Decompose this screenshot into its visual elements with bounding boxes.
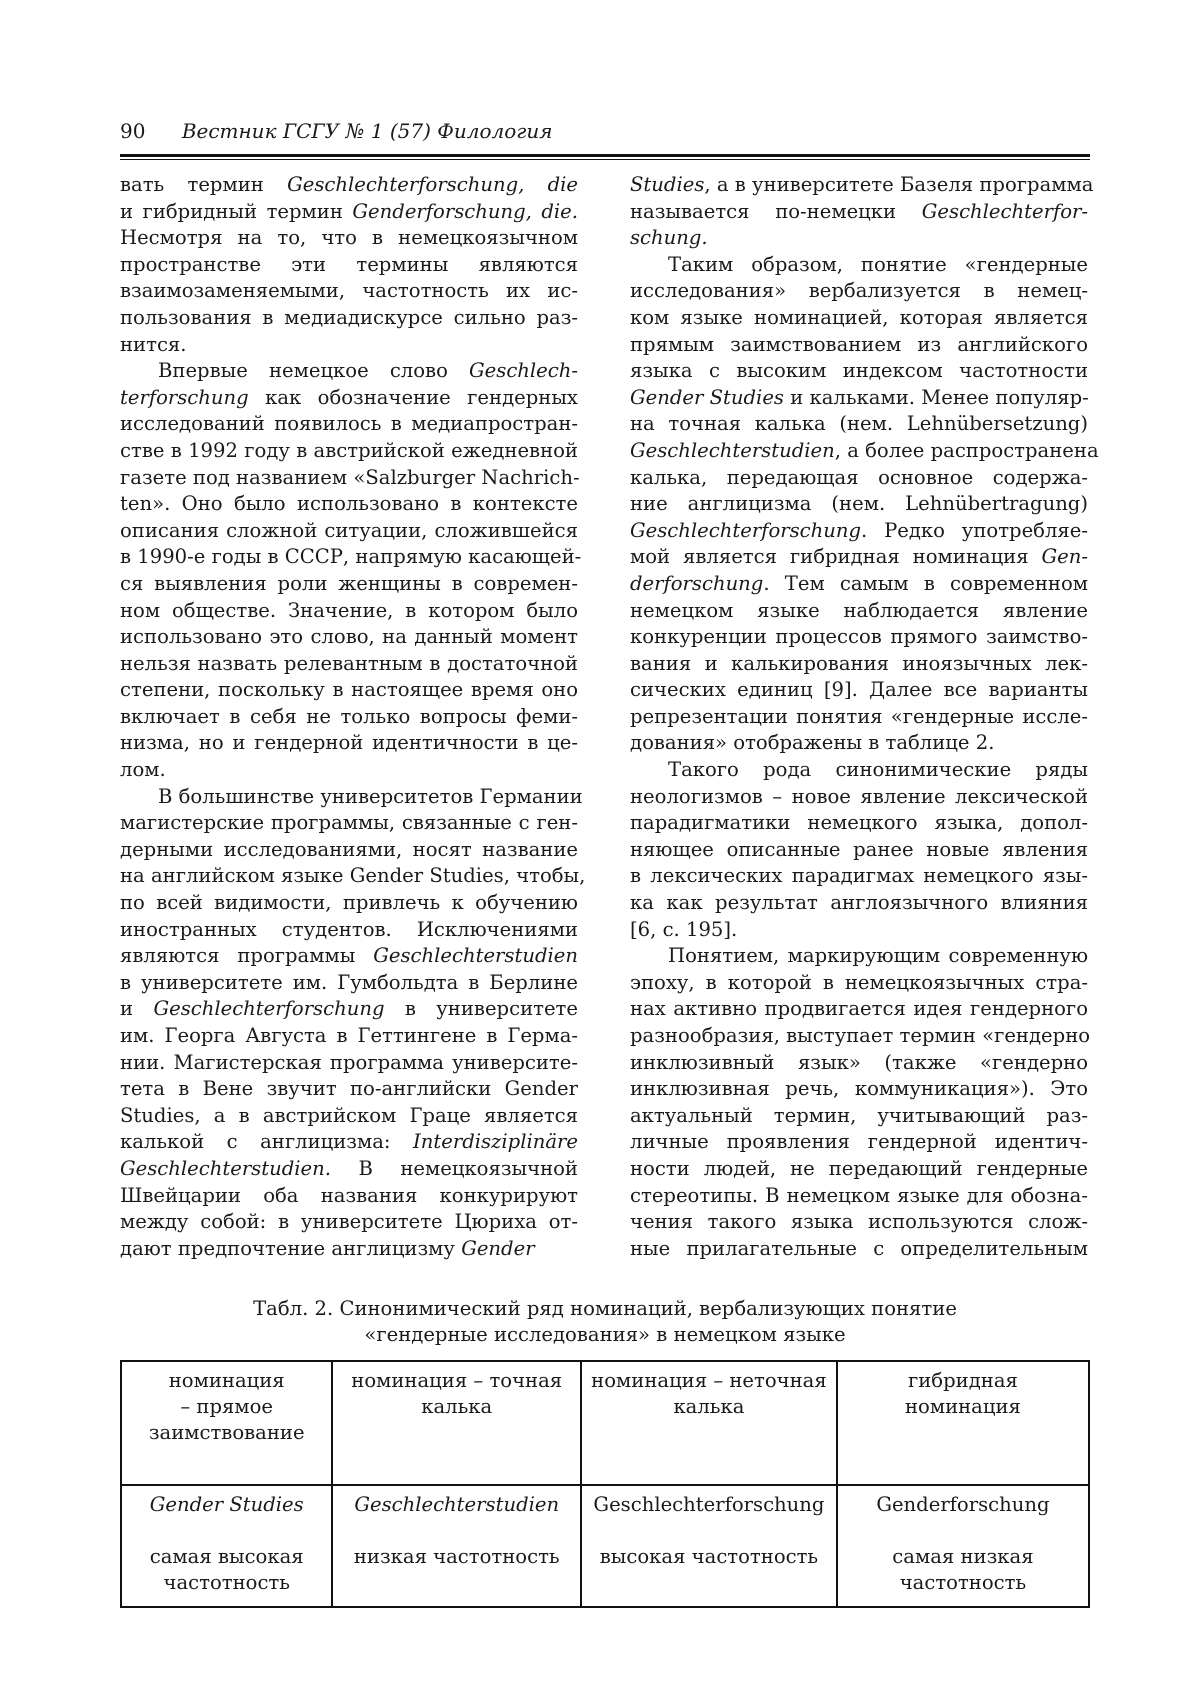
italic-term: Geschlech- [469, 359, 578, 383]
term-text: Geschlechterforschung [593, 1493, 825, 1516]
text-run: . Редко употребляе- [861, 518, 1088, 542]
term-text: Gender Studies [149, 1493, 304, 1516]
text-line [120, 651, 578, 678]
text-line [120, 970, 578, 997]
text-line [630, 544, 1088, 571]
text-run: лом. [120, 758, 166, 782]
text-line [630, 863, 1088, 890]
frequency-text: высокая частотность [599, 1545, 819, 1568]
text-line [630, 917, 1088, 944]
text-line [120, 837, 578, 864]
text-line [120, 1103, 578, 1130]
text-line [120, 332, 578, 359]
text-line [630, 1103, 1088, 1130]
text-run: магистерские программы, связанные с ген- [120, 811, 578, 835]
text-line [630, 278, 1088, 305]
text-line [630, 1050, 1088, 1077]
header-text: гибридная номинация [904, 1369, 1021, 1418]
text-line [120, 1076, 578, 1103]
text-run: и кальками. Менее популяр- [783, 385, 1089, 409]
text-line [120, 465, 578, 492]
text-line [120, 730, 578, 757]
text-line [120, 1183, 578, 1210]
text-line [120, 677, 578, 704]
text-line [630, 252, 1088, 279]
text-run: взаимозаменяемыми, частотность их ис- [120, 279, 578, 303]
text-run: , а в университете Базеля программа [704, 173, 1094, 196]
text-line [630, 225, 1088, 252]
italic-term: Genderforschung, die. [352, 199, 578, 223]
text-line [630, 837, 1088, 864]
text-run: и гибридный термин [120, 199, 353, 223]
text-line [120, 199, 578, 226]
text-line [630, 996, 1088, 1023]
text-run: ся выявления роли женщины в современ- [120, 571, 578, 595]
text-run: низма, но и гендерной идентичности в це- [120, 731, 578, 755]
header-cell [332, 1361, 581, 1485]
text-run: им. Георга Августа в Геттингене в Герма- [120, 1024, 578, 1047]
text-run: на точная калька (нем. Lehnübersetzung) [630, 412, 1088, 436]
text-line [630, 465, 1088, 492]
text-run: нах активно продвигается идея гендерного [630, 997, 1088, 1021]
header-cell [837, 1361, 1089, 1485]
table-header-row [121, 1361, 1089, 1485]
text-run: нии. Магистерская программа университе- [120, 1050, 578, 1074]
text-line [630, 385, 1088, 412]
text-line [120, 411, 578, 438]
text-line [120, 810, 578, 837]
italic-term: Geschlechterstudien [373, 944, 578, 968]
text-run: в университете [384, 997, 578, 1021]
italic-term: Geschlechterstudien [630, 438, 835, 462]
text-run: Впервые немецкое слово [158, 359, 470, 383]
text-run: тета в Вене звучит по-английски Gender [120, 1077, 578, 1101]
text-line [630, 624, 1088, 651]
nominations-table [120, 1360, 1090, 1608]
header-text: номинация – точная калька [351, 1369, 563, 1418]
header-rule-thin [120, 159, 1090, 160]
text-line [120, 784, 583, 811]
text-line [630, 757, 1088, 784]
text-run: использовано это слово, на данный момент [120, 625, 578, 649]
text-run: иностранных студентов. Исключениями [120, 917, 578, 941]
text-line [630, 598, 1088, 625]
text-line [630, 358, 1088, 385]
running-header [120, 119, 1090, 143]
italic-term: schung. [630, 226, 708, 250]
text-line [120, 1023, 578, 1050]
text-line [630, 943, 1088, 970]
text-line [120, 996, 578, 1023]
text-run: по всей видимости, привлечь к обучению [120, 891, 578, 915]
text-run: ten». Оно было использовано в контексте [120, 492, 578, 516]
text-run: ные прилагательные с определительным [630, 1236, 1088, 1260]
text-line [630, 305, 1088, 332]
text-line [120, 917, 578, 944]
italic-term: Gen- [1041, 545, 1088, 569]
text-line [630, 1076, 1088, 1103]
text-line [630, 704, 1088, 731]
text-run: дования» отображены в таблице 2. [630, 731, 995, 755]
text-line [120, 1209, 578, 1236]
text-line [630, 730, 1088, 757]
journal-title: Вестник ГСГУ № 1 (57) Филология [181, 119, 553, 143]
text-run: эпоху, в которой в немецкоязычных стра- [630, 970, 1088, 994]
text-line [630, 1129, 1088, 1156]
text-line [120, 252, 578, 279]
italic-term: Geschlechterforschung [630, 518, 862, 542]
text-run: Studies, а в австрийском Граце является [120, 1103, 578, 1127]
italic-term: Gender [461, 1236, 535, 1260]
italic-term: Geschlechterforschung, die [287, 173, 578, 196]
text-line [120, 278, 578, 305]
text-line [630, 1183, 1088, 1210]
italic-term: Studies [630, 173, 705, 196]
text-run: ка как результат англоязычного влияния [630, 891, 1088, 915]
text-run: Такого рода синонимические ряды [668, 758, 1088, 782]
left-column [120, 172, 586, 1262]
text-line [630, 332, 1088, 359]
text-run: и [120, 997, 154, 1021]
text-line [630, 1156, 1088, 1183]
text-run: калькой с англицизма: [120, 1130, 413, 1154]
text-run: ном обществе. Значение, в котором было [120, 598, 578, 622]
text-run: неологизмов – новое явление лексической [630, 784, 1088, 808]
text-run: [6, с. 195]. [630, 917, 738, 941]
text-line [120, 571, 578, 598]
text-line [120, 358, 578, 385]
italic-term: Gender Studies [630, 385, 784, 409]
text-line [120, 385, 578, 412]
text-run: немецком языке наблюдается явление [630, 598, 1088, 622]
text-run: включает в себя не только вопросы феми- [120, 704, 578, 728]
table-caption-line: «гендерные исследования» в немецком языке [364, 1323, 846, 1346]
frequency-text: самая низкая частотность [892, 1545, 1034, 1594]
right-column [630, 172, 1099, 1262]
text-run: калька, передающая основное содержа- [630, 465, 1088, 489]
text-run: инклюзивный язык» (также «гендерно [630, 1050, 1088, 1074]
text-line [120, 1050, 578, 1077]
text-run: степени, поскольку в настоящее время оно [120, 678, 578, 702]
text-run: ком языке номинацией, которая является [630, 305, 1088, 329]
text-line [120, 438, 578, 465]
text-line [630, 651, 1088, 678]
header-rule-thick [120, 154, 1090, 157]
text-run: в 1990-е годы в СССР, напрямую касающей- [120, 545, 582, 569]
text-line [120, 1236, 578, 1263]
text-run: няющее описанные ранее новые явления [630, 837, 1088, 861]
text-run: инклюзивная речь, коммуникация»). Это [630, 1077, 1088, 1101]
table-caption [120, 1296, 1090, 1348]
text-line [120, 704, 578, 731]
text-run: ние англицизма (нем. Lehnübertragung) [630, 492, 1088, 516]
frequency-text: самая высокая частотность [149, 1545, 304, 1594]
text-run: дерными исследованиями, носят название [120, 837, 578, 861]
text-run: сических единиц [9]. Далее все варианты [630, 678, 1088, 702]
term-cell [837, 1485, 1089, 1607]
text-run: Швейцарии оба названия конкурируют [120, 1183, 578, 1207]
text-line [120, 943, 578, 970]
text-run: дают предпочтение англицизму [120, 1236, 462, 1260]
text-line [630, 518, 1088, 545]
text-run: стереотипы. В немецком языке для обозна- [630, 1183, 1088, 1207]
text-run: В большинстве университетов Германии [158, 784, 583, 808]
text-line [120, 863, 586, 890]
text-run: Понятием, маркирующим современную [668, 944, 1088, 968]
term-cell [581, 1485, 837, 1607]
text-run: нельзя назвать релевантным в достаточной [120, 651, 578, 675]
text-run: в лексических парадигмах немецкого язы- [630, 864, 1088, 888]
italic-term: Geschlechterfor- [921, 199, 1088, 223]
text-run: как обозначение гендерных [248, 385, 578, 409]
text-line [630, 677, 1088, 704]
text-line [120, 518, 578, 545]
text-run: в университете им. Гумбольдта в Берлине [120, 970, 578, 994]
text-run: на английском языке Gender Studies, чтобы, [120, 864, 586, 888]
text-run: газете под названием «Salzburger Nachrich- [120, 465, 580, 489]
text-line [630, 571, 1088, 598]
text-run: актуальный термин, учитывающий раз- [630, 1103, 1088, 1127]
text-line [120, 890, 578, 917]
text-run: между собой: в университете Цюриха от- [120, 1210, 578, 1234]
italic-term: Geschlechterstudien. [120, 1156, 331, 1180]
text-run: конкуренции процессов прямого заимство- [630, 625, 1088, 649]
italic-term: terforschung [120, 385, 249, 409]
term-cell [121, 1485, 332, 1607]
text-run: нится. [120, 332, 187, 356]
text-line [630, 1023, 1091, 1050]
text-run: Несмотря на то, что в немецкоязычном [120, 226, 578, 250]
text-run: называется по-немецки [630, 199, 922, 223]
text-run: пользования в медиадискурсе сильно раз- [120, 305, 578, 329]
term-text: Genderforschung [876, 1493, 1050, 1516]
text-line [630, 970, 1088, 997]
text-run: прямым заимствованием из английского [630, 332, 1088, 356]
term-cell [332, 1485, 581, 1607]
text-run: описания сложной ситуации, сложившейся [120, 518, 578, 542]
page-number: 90 [120, 119, 146, 143]
text-run: мой является гибридная номинация [630, 545, 1042, 569]
header-cell [121, 1361, 332, 1485]
italic-term: derforschung [630, 571, 764, 595]
text-line [630, 199, 1088, 226]
text-run: пространстве эти термины являются [120, 252, 578, 276]
text-run: чения такого языка используются слож- [630, 1210, 1088, 1234]
text-line [630, 890, 1088, 917]
text-line [120, 305, 578, 332]
text-run: вать термин [120, 173, 288, 196]
text-run: исследования» вербализуется в немец- [630, 279, 1088, 303]
table-row [121, 1485, 1089, 1607]
text-run: В немецкоязычной [331, 1156, 578, 1180]
text-line [120, 491, 578, 518]
header-text: номинация – прямое заимствование [148, 1369, 305, 1444]
text-line [120, 225, 578, 252]
text-line [120, 624, 578, 651]
text-run: являются программы [120, 944, 374, 968]
text-line [120, 544, 582, 571]
italic-term: Interdisziplinäre [413, 1130, 578, 1154]
text-run: парадигматики немецкого языка, допол- [630, 811, 1088, 835]
text-line [630, 1236, 1088, 1263]
table-caption-line: Табл. 2. Синонимический ряд номинаций, вербализующих понятие [253, 1297, 957, 1320]
text-run: репрезентации понятия «гендерные иссле- [630, 704, 1088, 728]
text-run: . Тем самым в современном [763, 571, 1088, 595]
text-run: языка с высоким индексом частотности [630, 359, 1088, 383]
text-run: ности людей, не передающий гендерные [630, 1156, 1088, 1180]
frequency-text: низкая частотность [353, 1545, 560, 1568]
text-line [120, 172, 578, 199]
header-text: номинация – неточная калька [591, 1369, 827, 1418]
text-line [120, 1156, 578, 1183]
text-line [630, 491, 1088, 518]
text-line [630, 784, 1088, 811]
text-line [630, 411, 1088, 438]
text-line [120, 598, 578, 625]
text-run: исследований появилось в медиапростран- [120, 412, 578, 436]
text-line [630, 172, 1094, 199]
text-line [120, 757, 578, 784]
italic-term: Geschlechterforschung [153, 997, 385, 1021]
text-run: Таким образом, понятие «гендерные [668, 252, 1088, 276]
text-run: разнообразия, выступает термин «гендерно [630, 1024, 1091, 1047]
text-run: вания и калькирования иноязычных лек- [630, 651, 1088, 675]
header-cell [581, 1361, 837, 1485]
text-run: личные проявления гендерной идентич- [630, 1130, 1088, 1154]
text-line [120, 1129, 578, 1156]
text-run: , а более распространена [834, 438, 1099, 462]
text-line [630, 810, 1088, 837]
text-line [630, 438, 1099, 465]
text-line [630, 1209, 1088, 1236]
text-run: стве в 1992 году в австрийской ежедневной [120, 438, 578, 462]
term-text: Geschlechterstudien [354, 1493, 560, 1516]
